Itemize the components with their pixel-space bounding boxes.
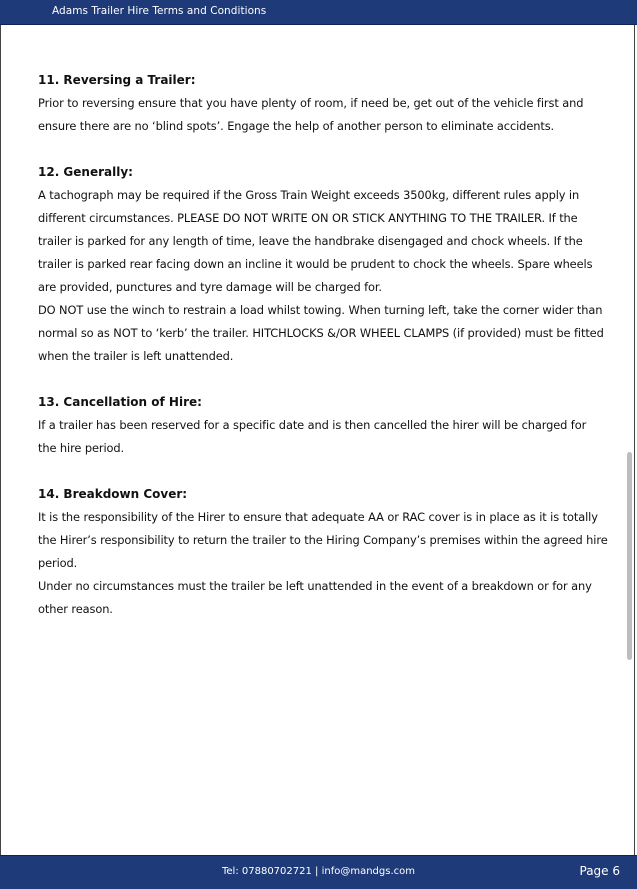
section-paragraph: If a trailer has been reserved for a specific date and is then cancelled the hirer will be charged for the hire period. [38, 418, 587, 455]
section-breakdown [38, 483, 608, 621]
document-title: Adams Trailer Hire Terms and Conditions [52, 5, 267, 17]
section-cancellation [38, 391, 608, 460]
section-generally [38, 161, 608, 368]
section-paragraph: A tachograph may be required if the Gross Train Weight exceeds 3500kg, different rules apply in different circumstances. PLEASE DO NOT WRITE ON OR STICK ANYTHING TO THE TRAILER. If the trailer is parked for any length of time, leave the handbrake disengaged and chock wheels. If the trailer is parked rear facing down an incline it would be prudent to chock the wheels. Spare wheels are provided, punctures and tyre damage will be charged for. [38, 188, 593, 294]
section-paragraph: Prior to reversing ensure that you have plenty of room, if need be, get out of the vehicle first and ensure there are no ‘blind spots’. Engage the help of another person to eliminate accidents. [38, 96, 584, 133]
header-bar [0, 0, 637, 25]
section-heading: 12. Generally: [38, 165, 133, 179]
section-reversing [38, 69, 608, 138]
section-paragraph: DO NOT use the winch to restrain a load whilst towing. When turning left, take the corner wider than normal so as NOT to ‘kerb’ the trailer. HITCHLOCKS &/OR WHEEL CLAMPS (if provided) must be fitted when the trailer is left unattended. [38, 303, 604, 363]
section-paragraph: Under no circumstances must the trailer be left unattended in the event of a breakdown or for any other reason. [38, 579, 592, 616]
page-number: Page 6 [579, 864, 620, 878]
footer-bar [0, 855, 637, 889]
section-paragraph: It is the responsibility of the Hirer to ensure that adequate AA or RAC cover is in place as it is totally the Hirer’s responsibility to return the trailer to the Hiring Company’s premises within the agreed hire period. [38, 510, 608, 570]
section-heading: 11. Reversing a Trailer: [38, 73, 196, 87]
document-body [38, 69, 608, 644]
section-heading: 13. Cancellation of Hire: [38, 395, 202, 409]
vertical-scrollbar-thumb[interactable] [627, 452, 632, 660]
section-heading: 14. Breakdown Cover: [38, 487, 188, 501]
footer-contact: Tel: 07880702721 | info@mandgs.com [221, 866, 415, 877]
